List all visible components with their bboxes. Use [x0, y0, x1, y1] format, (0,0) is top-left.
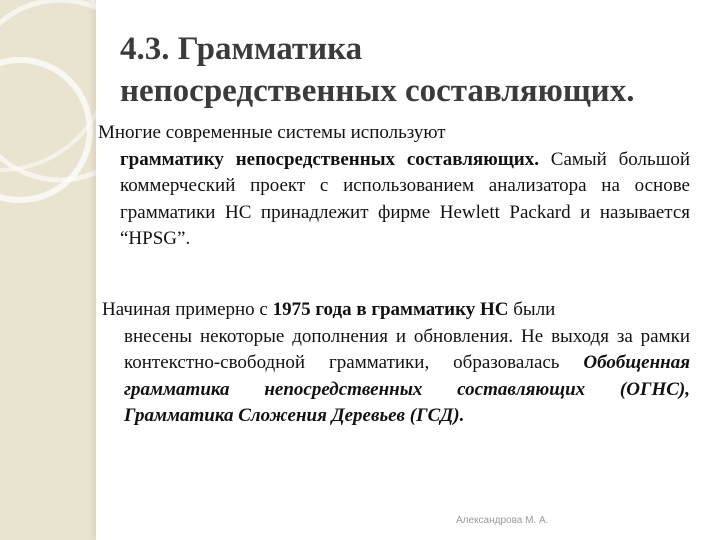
paragraph-2-bold: 1975 года в грамматику НС: [272, 299, 509, 320]
paragraph-2-bold-italic: Обобщенная грамматика непосредственных составляющих (ОГНС), Грамматика Сложения Деревьев (ГСД).: [124, 352, 690, 426]
footer-author: Александрова М. А.: [456, 515, 549, 526]
title-line-1: 4.3. Грамматика: [120, 31, 363, 67]
paragraph-2-start: Начиная примерно с: [102, 299, 273, 320]
paragraph-2-first-line: [102, 297, 690, 324]
paragraph-1-bold: грамматику непосредственных составляющих.: [120, 148, 539, 170]
paragraph-2-body: внесены некоторые дополнения и обновления. Не выходя за рамки контекстно-свободной грамматики, образовалась: [124, 325, 690, 373]
paragraph-1-tail: Самый большой коммерческий проект с использованием анализатора на основе грамматики НС принадлежит фирме Hewlett Packard и называется “HPSG”.: [120, 148, 690, 249]
paragraph-1-first-line: Многие современные системы используют: [98, 122, 446, 143]
paragraph-1-rest: [98, 147, 690, 253]
paragraph-2: [102, 297, 690, 430]
slide: [96, 0, 720, 540]
paragraph-2-rest: [102, 324, 690, 430]
paragraph-2-cont: были: [508, 299, 556, 320]
slide-title: [120, 28, 700, 112]
paragraph-1: [98, 120, 690, 253]
title-line-2: непосредственных составляющих.: [120, 73, 635, 109]
